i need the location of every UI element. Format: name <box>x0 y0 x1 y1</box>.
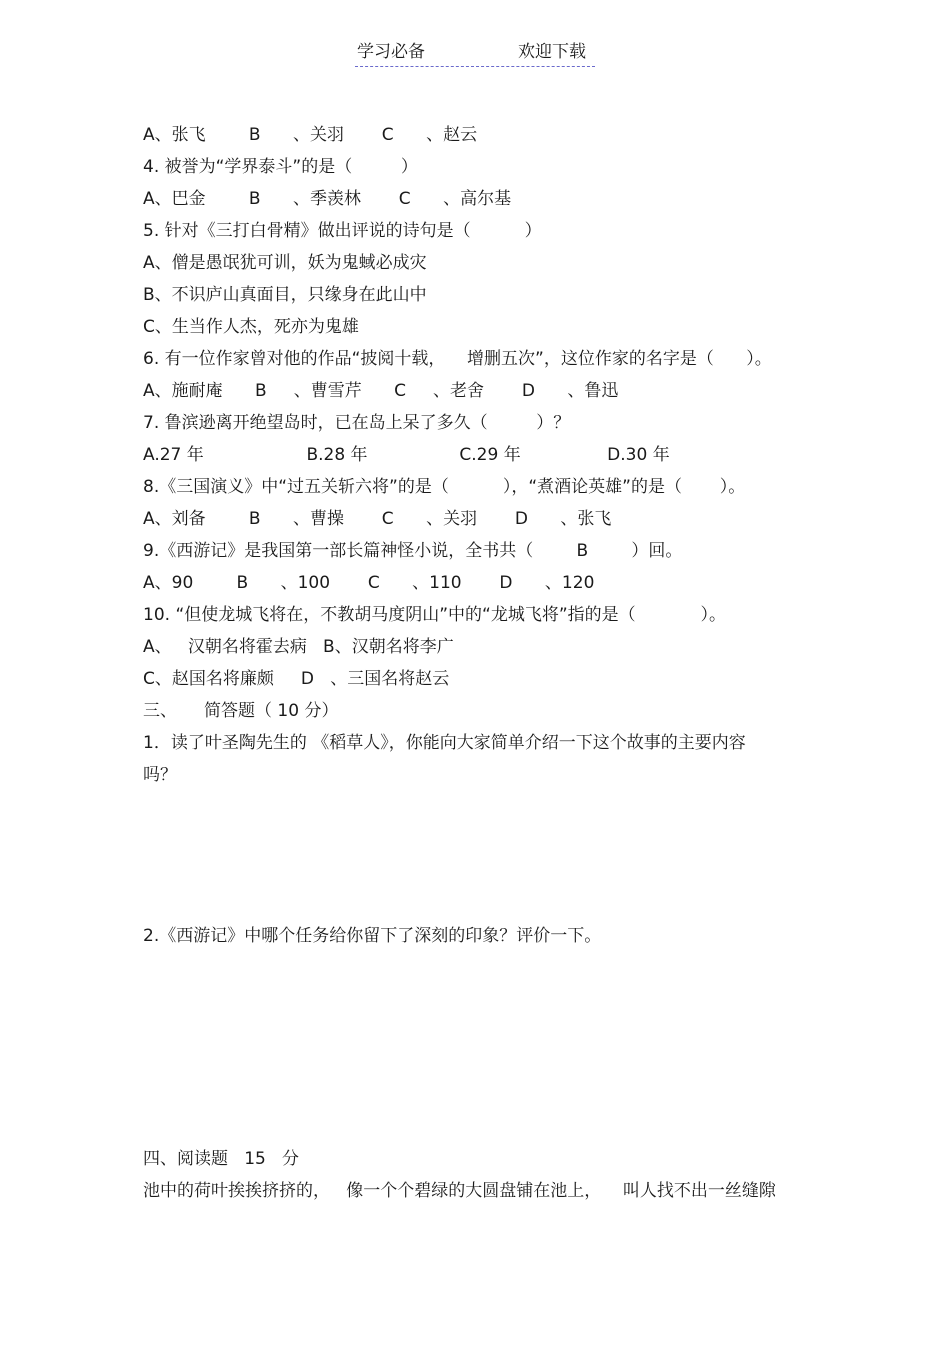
q6-options: A、施耐庵 B 、曹雪芹 C 、老舍 D 、鲁迅 <box>143 381 619 401</box>
q8-options: A、刘备 B 、曹操 C 、关羽 D 、张飞 <box>143 509 612 529</box>
page-header <box>355 40 595 67</box>
q5-option-a: A、僧是愚氓犹可训，妖为鬼蜮必成灾 <box>143 253 427 273</box>
q8-question: 8.《三国演义》中“过五关斩六将”的是（ ），“煮酒论英雄”的是（ ）。 <box>143 477 746 497</box>
q9-options: A、90 B 、100 C 、110 D 、120 <box>143 573 595 593</box>
q6-question: 6. 有一位作家曾对他的作品“披阅十载， 增删五次”，这位作家的名字是（ ）。 <box>143 349 772 369</box>
header-left-text: 学习必备 <box>357 42 425 62</box>
q7-question: 7. 鲁滨逊离开绝望岛时，已在岛上呆了多久（ ）？ <box>143 413 571 433</box>
short-answer-q2: 2.《西游记》中哪个任务给你留下了深刻的印象？评价一下。 <box>143 926 602 946</box>
q3-options: A、张飞 B 、关羽 C 、赵云 <box>143 125 478 145</box>
q4-question: 4. 被誉为“学界泰斗”的是（ ） <box>143 157 418 177</box>
section-four-heading: 四、阅读题 15 分 <box>143 1149 300 1169</box>
q10-options-cd: C、赵国名将廉颇 D 、三国名将赵云 <box>143 669 450 689</box>
q10-options-ab: A、 汉朝名将霍去病 B、汉朝名将李广 <box>143 637 454 657</box>
q5-option-c: C、生当作人杰，死亦为鬼雄 <box>143 317 359 337</box>
header-right-text: 欢迎下载 <box>518 42 586 62</box>
reading-passage: 池中的荷叶挨挨挤挤的， 像一个个碧绿的大圆盘铺在池上， 叫人找不出一丝缝隙 <box>143 1181 776 1201</box>
section-three-heading: 三、 简答题（ 10 分） <box>143 701 339 721</box>
q10-question: 10. “但使龙城飞将在，不教胡马度阴山”中的“龙城飞将”指的是（ ）。 <box>143 605 727 625</box>
q7-options: A.27 年 B.28 年 C.29 年 D.30 年 <box>143 445 670 465</box>
q5-question: 5. 针对《三打白骨精》做出评说的诗句是（ ） <box>143 221 542 241</box>
q5-option-b: B、不识庐山真面目，只缘身在此山中 <box>143 285 427 305</box>
q4-options: A、巴金 B 、季羡林 C 、高尔基 <box>143 189 512 209</box>
short-answer-q1: 1．读了叶圣陶先生的 《稻草人》，你能向大家简单介绍一下这个故事的主要内容 <box>143 733 746 753</box>
q9-question: 9.《西游记》是我国第一部长篇神怪小说，全书共（ B ）回。 <box>143 541 683 561</box>
short-answer-q1-cont: 吗？ <box>143 765 177 785</box>
